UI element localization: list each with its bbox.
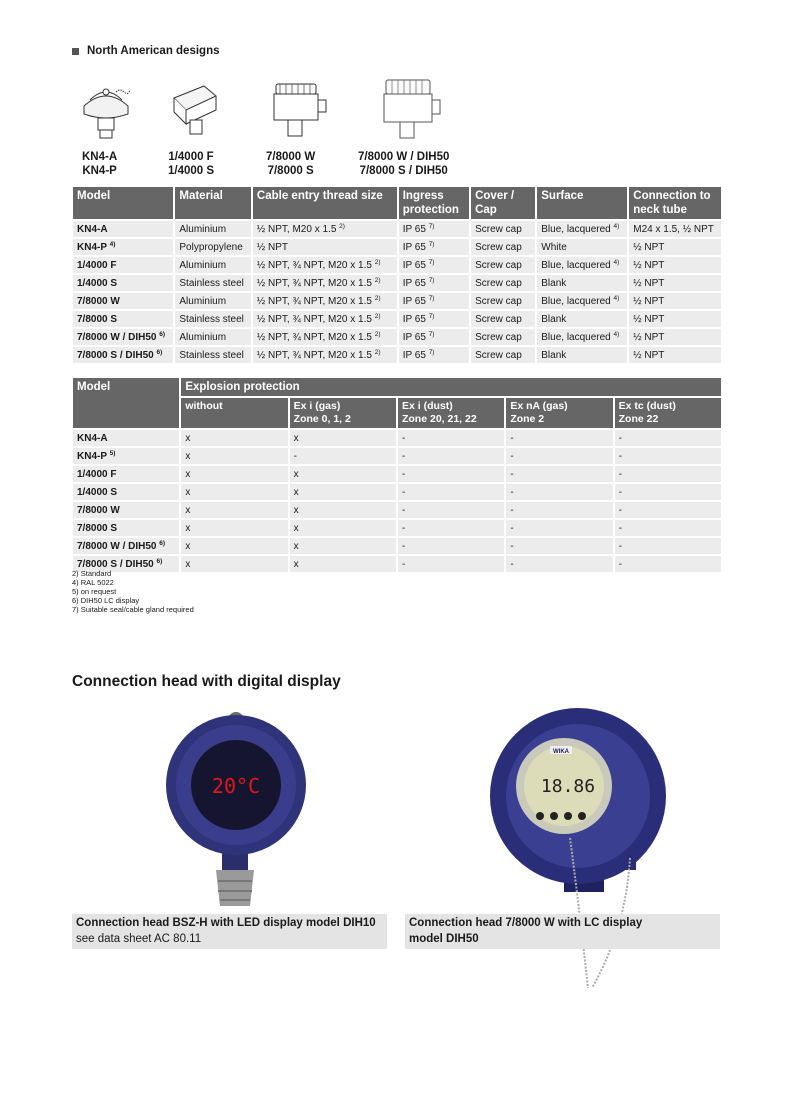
- model-cell: [73, 520, 179, 536]
- protection-cell: -: [398, 484, 504, 500]
- thread-cell-text: ½ NPT, ¾ NPT, M20 x 1.5: [256, 313, 372, 325]
- head-caption: [266, 150, 315, 178]
- footnote-ref: 4): [613, 330, 620, 338]
- thread-cell: [253, 311, 397, 327]
- neck-cell: ½ NPT: [629, 239, 721, 255]
- model-cell-text: 7/8000 W: [77, 504, 120, 516]
- thread-cell: [253, 275, 397, 291]
- surface-cell-text: Blank: [541, 349, 567, 361]
- photo-caption: [405, 914, 720, 949]
- ip-cell: [399, 275, 469, 291]
- bsz-h-led-photo: [150, 705, 310, 915]
- footnote-ref: 7): [428, 294, 435, 302]
- ip-cell-text: IP 65: [402, 259, 426, 271]
- ip-cell-text: IP 65: [402, 313, 426, 325]
- footnote: 2) Standard: [72, 569, 112, 578]
- table-row: [73, 329, 721, 345]
- ip-cell: [399, 221, 469, 237]
- model-cell-text: 7/8000 S / DIH50: [77, 349, 154, 361]
- photo-caption: [72, 914, 387, 949]
- thread-cell-text: ½ NPT, ¾ NPT, M20 x 1.5: [256, 277, 372, 289]
- model-cell: [73, 502, 179, 518]
- table-row: [73, 520, 721, 536]
- model-cell: [73, 466, 179, 482]
- ip-cell-text: IP 65: [402, 349, 426, 361]
- footnote-ref: 5): [109, 449, 116, 457]
- material-cell: Aluminium: [175, 221, 251, 237]
- thread-cell-text: ½ NPT, ¾ NPT, M20 x 1.5: [256, 295, 372, 307]
- head-label: KN4-P: [82, 165, 117, 177]
- footnote-ref: 6): [159, 539, 166, 547]
- protection-cell: -: [398, 466, 504, 482]
- protection-cell: -: [615, 448, 721, 464]
- footnote-ref: 2): [374, 312, 381, 320]
- thread-cell-text: ½ NPT, ¾ NPT, M20 x 1.5: [256, 331, 372, 343]
- model-cell: [73, 484, 179, 500]
- model-cell-text: KN4-P: [77, 450, 107, 462]
- cover-cell: Screw cap: [471, 293, 535, 309]
- footnote-ref: 7): [428, 312, 435, 320]
- models-spec-table: [71, 185, 723, 365]
- head-label: 1/4000 S: [168, 165, 215, 177]
- model-cell-text: 7/8000 S / DIH50: [77, 558, 154, 570]
- ip-cell-text: IP 65: [402, 295, 426, 307]
- surface-cell: [537, 257, 627, 273]
- surface-cell-text: Blue, lacquered: [541, 223, 611, 235]
- led-display-text: 20°C: [211, 774, 261, 798]
- table-row: [73, 293, 721, 309]
- protection-cell: -: [506, 556, 612, 572]
- head-label: 7/8000 W: [266, 151, 316, 163]
- neck-cell: ½ NPT: [629, 347, 721, 363]
- head-label: 7/8000 S: [267, 165, 314, 177]
- section-title: North American designs: [87, 45, 220, 57]
- footnote-ref: 4): [613, 222, 620, 230]
- column-header: Model: [73, 378, 179, 428]
- model-cell: [73, 329, 173, 345]
- thread-cell: [253, 221, 397, 237]
- table-row: [73, 221, 721, 237]
- model-cell: [73, 347, 173, 363]
- protection-cell: x: [181, 466, 287, 482]
- surface-cell: [537, 347, 627, 363]
- table-row: [73, 347, 721, 363]
- brand-text: WIKA: [553, 749, 569, 755]
- table-row: [73, 430, 721, 446]
- material-cell: Aluminium: [175, 329, 251, 345]
- thread-cell-text: ½ NPT, M20 x 1.5: [256, 223, 337, 235]
- surface-cell: [537, 221, 627, 237]
- protection-cell: -: [506, 538, 612, 554]
- footnote-ref: 2): [374, 276, 381, 284]
- protection-cell: x: [290, 556, 396, 572]
- protection-cell: x: [181, 448, 287, 464]
- protection-cell: -: [398, 538, 504, 554]
- protection-cell: x: [181, 520, 287, 536]
- footnote-ref: 6): [156, 557, 163, 565]
- model-cell-text: KN4-P: [77, 241, 107, 253]
- protection-cell: -: [615, 466, 721, 482]
- neck-cell: ½ NPT: [629, 275, 721, 291]
- footnote-ref: 7): [428, 222, 435, 230]
- table-row: [73, 484, 721, 500]
- model-cell-text: 1/4000 F: [77, 468, 117, 480]
- thread-cell: [253, 293, 397, 309]
- protection-cell: -: [398, 556, 504, 572]
- kn4-head-drawing: [76, 78, 136, 140]
- footnote-ref: 6): [159, 330, 166, 338]
- protection-cell: x: [290, 520, 396, 536]
- cover-cell: Screw cap: [471, 275, 535, 291]
- footnote: 6) DIH50 LC display: [72, 596, 140, 605]
- model-cell: [73, 221, 173, 237]
- ip-cell: [399, 347, 469, 363]
- protection-cell: -: [506, 502, 612, 518]
- material-cell: Stainless steel: [175, 275, 251, 291]
- table-header-row: [73, 378, 721, 396]
- model-cell: [73, 538, 179, 554]
- table-row: [73, 502, 721, 518]
- caption-title: model DIH50: [409, 933, 479, 945]
- footnote: 4) RAL 5022: [72, 578, 114, 587]
- model-cell-text: KN4-A: [77, 432, 108, 444]
- protection-cell: -: [615, 556, 721, 572]
- model-cell-text: 7/8000 W: [77, 295, 120, 307]
- protection-cell: -: [398, 448, 504, 464]
- neck-cell: ½ NPT: [629, 293, 721, 309]
- column-header: Surface: [537, 187, 627, 219]
- footnote: 7) Suitable seal/cable gland required: [72, 605, 194, 614]
- surface-cell: [537, 275, 627, 291]
- protection-cell: -: [615, 538, 721, 554]
- caption-title: Connection head BSZ-H with LED display model DIH10: [76, 917, 376, 929]
- cover-cell: Screw cap: [471, 347, 535, 363]
- protection-cell: -: [615, 430, 721, 446]
- protection-cell: x: [181, 502, 287, 518]
- surface-cell-text: Blue, lacquered: [541, 259, 611, 271]
- footnote-ref: 4): [613, 294, 620, 302]
- protection-cell: -: [398, 520, 504, 536]
- cover-cell: Screw cap: [471, 329, 535, 345]
- surface-cell-text: Blank: [541, 313, 567, 325]
- protection-cell: x: [181, 484, 287, 500]
- model-cell: [73, 275, 173, 291]
- surface-cell: [537, 311, 627, 327]
- model-cell-text: 1/4000 S: [77, 277, 118, 289]
- material-cell: Polypropylene: [175, 239, 251, 255]
- model-cell: [73, 430, 179, 446]
- 8000-head-drawing: [268, 78, 328, 140]
- section-header: [72, 45, 220, 57]
- material-cell: Stainless steel: [175, 347, 251, 363]
- cover-cell: Screw cap: [471, 221, 535, 237]
- table-row: [73, 538, 721, 554]
- model-cell: [73, 293, 173, 309]
- ip-cell: [399, 239, 469, 255]
- surface-cell-text: Blue, lacquered: [541, 331, 611, 343]
- protection-cell: -: [506, 520, 612, 536]
- column-header: Cover / Cap: [471, 187, 535, 219]
- model-cell: [73, 448, 179, 464]
- caption-title: Connection head 7/8000 W with LC display: [409, 917, 643, 929]
- head-label: 7/8000 S / DIH50: [359, 165, 448, 177]
- column-header: Ex i (gas) Zone 0, 1, 2: [290, 398, 396, 428]
- model-cell-text: 1/4000 S: [77, 486, 118, 498]
- column-header: Ex i (dust) Zone 20, 21, 22: [398, 398, 504, 428]
- material-cell: Aluminium: [175, 257, 251, 273]
- column-header: Ingress protection: [399, 187, 469, 219]
- column-header: Ex nA (gas) Zone 2: [506, 398, 612, 428]
- section-heading: Connection head with digital display: [72, 673, 341, 690]
- neck-cell: M24 x 1.5, ½ NPT: [629, 221, 721, 237]
- protection-cell: -: [506, 448, 612, 464]
- protection-cell: -: [506, 430, 612, 446]
- footnote-ref: 2): [374, 348, 381, 356]
- material-cell: Aluminium: [175, 293, 251, 309]
- column-header: Cable entry thread size: [253, 187, 397, 219]
- lcd-display-text: 18.86: [540, 776, 596, 797]
- column-header: without: [181, 398, 287, 428]
- column-header: Ex tc (dust) Zone 22: [615, 398, 721, 428]
- model-cell-text: KN4-A: [77, 223, 108, 235]
- footnotes: [72, 569, 194, 614]
- footnote-ref: 2): [374, 294, 381, 302]
- head-drawings: [72, 78, 732, 182]
- 8000-dih50-head-drawing: [378, 78, 444, 144]
- footnote-ref: 7): [428, 330, 435, 338]
- protection-cell: -: [398, 502, 504, 518]
- caption-subtitle: see data sheet AC 80.11: [76, 933, 202, 945]
- ip-cell: [399, 257, 469, 273]
- protection-cell: -: [398, 430, 504, 446]
- head-caption: [168, 150, 214, 178]
- protection-cell: x: [290, 484, 396, 500]
- neck-cell: ½ NPT: [629, 257, 721, 273]
- table-body: [73, 430, 721, 572]
- model-cell-text: 1/4000 F: [77, 259, 117, 271]
- protection-cell: -: [615, 502, 721, 518]
- table-header-row: [73, 187, 721, 219]
- footnote-ref: 4): [613, 258, 620, 266]
- surface-cell-text: Blank: [541, 277, 567, 289]
- protection-cell: x: [290, 502, 396, 518]
- cover-cell: Screw cap: [471, 311, 535, 327]
- thread-cell-text: ½ NPT, ¾ NPT, M20 x 1.5: [256, 349, 372, 361]
- neck-cell: ½ NPT: [629, 311, 721, 327]
- model-cell-text: 7/8000 W / DIH50: [77, 331, 157, 343]
- footnote-ref: 7): [428, 240, 435, 248]
- model-cell-text: 7/8000 S: [77, 522, 118, 534]
- 4000-head-drawing: [164, 78, 224, 140]
- model-cell: [73, 311, 173, 327]
- column-header: Model: [73, 187, 173, 219]
- surface-cell-text: White: [541, 241, 567, 253]
- explosion-protection-table: [71, 376, 723, 574]
- protection-cell: x: [290, 538, 396, 554]
- protection-cell: x: [290, 466, 396, 482]
- protection-cell: -: [290, 448, 396, 464]
- surface-cell: [537, 239, 627, 255]
- head-label: KN4-A: [82, 151, 118, 163]
- protection-cell: -: [506, 466, 612, 482]
- neck-cell: ½ NPT: [629, 329, 721, 345]
- footnote-ref: 2): [374, 258, 381, 266]
- surface-cell: [537, 293, 627, 309]
- thread-cell-text: ½ NPT: [256, 241, 289, 253]
- ip-cell-text: IP 65: [402, 241, 426, 253]
- footnote-ref: 7): [428, 258, 435, 266]
- footnote-ref: 2): [339, 222, 345, 230]
- footnote-ref: 4): [109, 240, 116, 248]
- model-cell-text: 7/8000 S: [77, 313, 118, 325]
- ip-cell: [399, 329, 469, 345]
- material-cell: Stainless steel: [175, 311, 251, 327]
- table-row: [73, 466, 721, 482]
- protection-cell: x: [290, 430, 396, 446]
- 8000-w-dih50-photo: [478, 708, 678, 1003]
- head-caption: [82, 150, 117, 178]
- cover-cell: Screw cap: [471, 239, 535, 255]
- ip-cell-text: IP 65: [402, 223, 426, 235]
- protection-cell: -: [506, 484, 612, 500]
- footnote-ref: 7): [428, 348, 435, 356]
- thread-cell: [253, 347, 397, 363]
- ip-cell-text: IP 65: [402, 331, 426, 343]
- square-bullet-icon: [72, 48, 79, 55]
- model-cell: [73, 239, 173, 255]
- table-row: [73, 275, 721, 291]
- table-row: [73, 239, 721, 255]
- protection-cell: x: [181, 430, 287, 446]
- head-caption: [358, 150, 449, 178]
- table-row: [73, 257, 721, 273]
- column-header: Material: [175, 187, 251, 219]
- head-label: 1/4000 F: [168, 151, 214, 163]
- model-cell-text: 7/8000 W / DIH50: [77, 540, 157, 552]
- head-label: 7/8000 W / DIH50: [358, 151, 450, 163]
- footnote-ref: 6): [156, 348, 163, 356]
- thread-cell: [253, 239, 397, 255]
- table-body: [73, 221, 721, 363]
- protection-cell: -: [615, 520, 721, 536]
- footnote-ref: 7): [428, 276, 435, 284]
- ip-cell: [399, 293, 469, 309]
- table-row: [73, 448, 721, 464]
- surface-cell-text: Blue, lacquered: [541, 295, 611, 307]
- ip-cell-text: IP 65: [402, 277, 426, 289]
- protection-cell: x: [181, 538, 287, 554]
- column-header: Connection to neck tube: [629, 187, 721, 219]
- protection-cell: -: [615, 484, 721, 500]
- model-cell: [73, 257, 173, 273]
- thread-cell-text: ½ NPT, ¾ NPT, M20 x 1.5: [256, 259, 372, 271]
- footnote: 5) on request: [72, 587, 117, 596]
- table-row: [73, 311, 721, 327]
- cover-cell: Screw cap: [471, 257, 535, 273]
- footnote-ref: 2): [374, 330, 381, 338]
- protection-cell: x: [181, 556, 287, 572]
- ip-cell: [399, 311, 469, 327]
- surface-cell: [537, 329, 627, 345]
- group-header: Explosion protection: [181, 378, 721, 396]
- thread-cell: [253, 257, 397, 273]
- thread-cell: [253, 329, 397, 345]
